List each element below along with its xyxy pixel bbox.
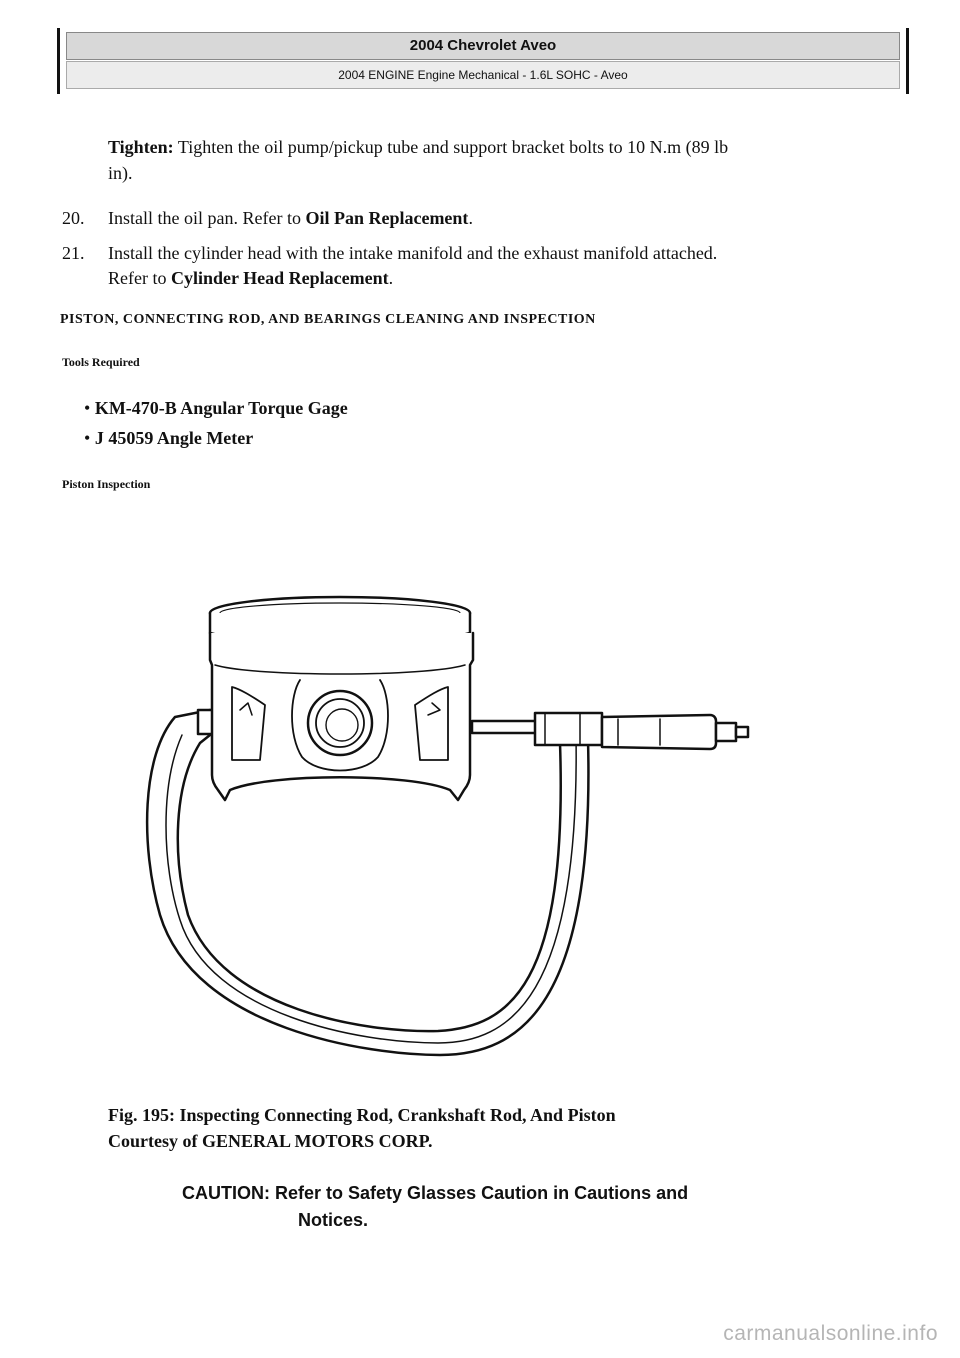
tighten-text: Tighten the oil pump/pickup tube and support bracket bolts to 10 N.m (89 lb — [177, 137, 729, 157]
bullet-icon: • — [84, 398, 91, 418]
tighten-label: Tighten: — [108, 137, 174, 157]
tool-item-label: KM-470-B Angular Torque Gage — [94, 398, 348, 418]
oil-pan-replacement-link[interactable]: Oil Pan Replacement — [305, 208, 469, 228]
step-number-20: 20. — [62, 208, 85, 228]
tighten-paragraph — [108, 134, 908, 160]
step-20 — [108, 205, 473, 231]
figure-caption: Fig. 195: Inspecting Connecting Rod, Crankshaft Rod, And Piston — [108, 1105, 616, 1125]
tighten-paragraph-cont: in). — [108, 163, 133, 183]
caution-label: CAUTION: — [182, 1183, 270, 1203]
caution-text-cont: Notices. — [298, 1210, 369, 1230]
page-header — [57, 28, 909, 94]
document-title: 2004 Chevrolet Aveo — [66, 32, 900, 60]
tool-item — [84, 398, 348, 419]
piston-inspection-heading: Piston Inspection — [62, 477, 151, 491]
step-20-text: Install the oil pan. Refer to — [108, 208, 306, 228]
step-20-end: . — [468, 208, 473, 228]
micrometer-ratchet — [716, 723, 736, 741]
tool-item — [84, 428, 253, 449]
step-21-cont — [108, 265, 393, 291]
step-21-text-cont: Refer to — [108, 268, 171, 288]
piston-pin — [308, 691, 372, 755]
cylinder-head-replacement-link[interactable]: Cylinder Head Replacement — [170, 268, 389, 288]
piston-micrometer-figure — [140, 585, 770, 1085]
tools-required-heading: Tools Required — [62, 355, 140, 369]
caution-notice — [182, 1180, 688, 1207]
bullet-icon: • — [84, 428, 91, 448]
step-number-21: 21. — [62, 243, 85, 263]
footer-watermark: carmanualsonline.info — [723, 1322, 938, 1345]
micrometer-thimble — [602, 715, 716, 749]
document-subtitle: 2004 ENGINE Engine Mechanical - 1.6L SOHC - Aveo — [66, 61, 900, 89]
step-21-text: Install the cylinder head with the intake manifold and the exhaust manifold attached. — [108, 243, 718, 263]
caution-text: Refer to Safety Glasses Caution in Cautions and — [275, 1183, 689, 1203]
figure-credit: Courtesy of GENERAL MOTORS CORP. — [108, 1131, 433, 1151]
section-title: PISTON, CONNECTING ROD, AND BEARINGS CLEANING AND INSPECTION — [60, 312, 596, 327]
step-21-end: . — [388, 268, 394, 288]
tool-item-label: J 45059 Angle Meter — [94, 428, 254, 448]
